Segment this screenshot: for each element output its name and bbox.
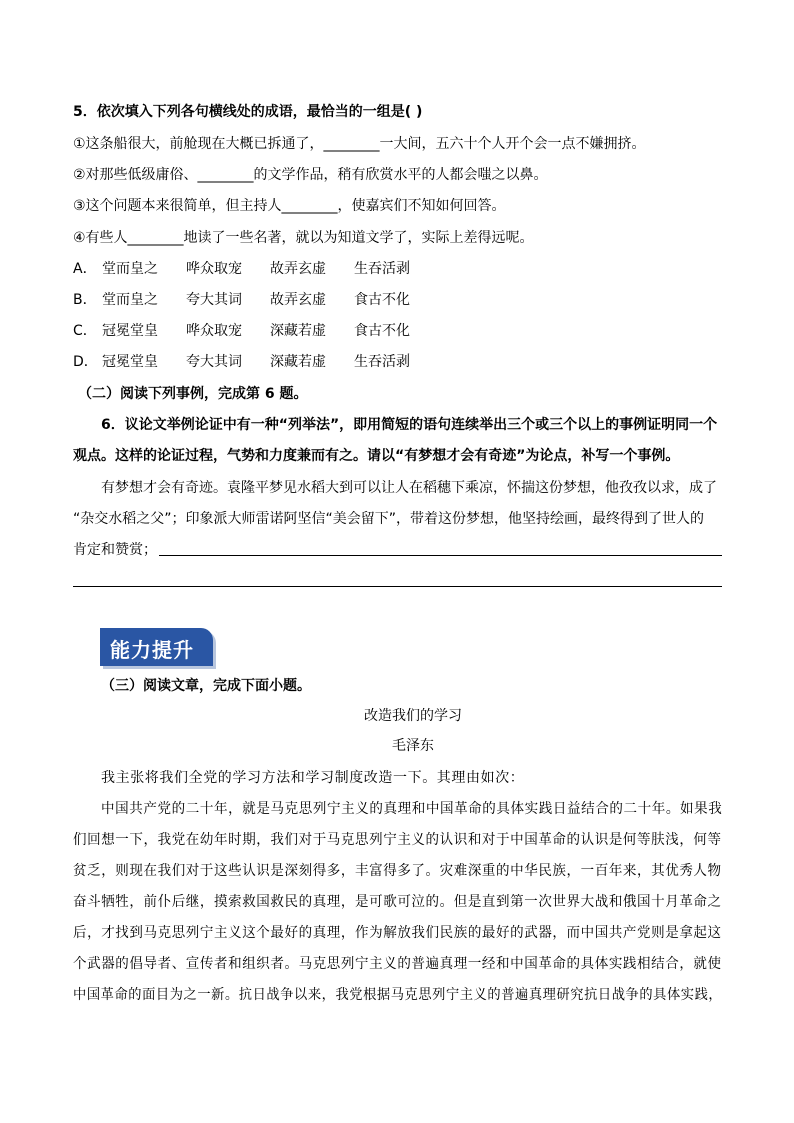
article-title: 改造我们的学习 xyxy=(364,708,462,724)
option-item: 食古不化 xyxy=(354,292,410,308)
example-paragraph-line-3 xyxy=(73,540,157,560)
q5-sentence-1: ①这条船很大，前舱现在大概已拆通了，________一大间，五六十个人开个会一点不嫌拥挤。 xyxy=(73,136,646,152)
question-6-line-2: 观点。这样的论证过程，气势和力度兼而有之。请以“有梦想才会有奇迹”为论点，补写一个事例。 xyxy=(73,448,680,464)
article-line: 贫乏，则现在我们对于这些认识是深刻得多，丰富得多了。灾难深重的中华民族，一百年来，其优秀人物 xyxy=(73,863,722,879)
answer-blank-line-2[interactable] xyxy=(73,586,722,587)
option-c[interactable] xyxy=(73,321,438,341)
option-item: 食古不化 xyxy=(354,323,410,339)
option-item: 冠冕堂皇 xyxy=(102,323,158,339)
question-5-title: 5．依次填入下列各句横线处的成语，最恰当的一组是( ) xyxy=(73,104,423,120)
badge-label: 能力提升 xyxy=(110,638,194,662)
option-item: 哗众取宠 xyxy=(186,323,242,339)
option-letter: C． xyxy=(73,323,97,339)
ability-badge xyxy=(100,628,213,666)
example-paragraph-line-1: 有梦想才会有奇迹。袁隆平梦见水稻大到可以让人在稻穗下乘凉，怀揣这份梦想，他孜孜以求，成了 xyxy=(101,480,717,496)
option-b[interactable] xyxy=(73,290,438,310)
article-line: 我主张将我们全党的学习方法和学习制度改造一下。其理由如次： xyxy=(101,770,525,786)
option-letter: B． xyxy=(73,292,97,308)
question-6-line-1: 6．议论文举例论证中有一种“列举法”，即用简短的语句连续举出三个或三个以上的事例证明同一个 xyxy=(101,417,718,433)
option-item: 故弄玄虚 xyxy=(270,261,326,277)
article-line: 后，才找到马克思列宁主义这个最好的真理，作为解放我们民族的最好的武器，而中国共产党则是拿起这 xyxy=(73,925,722,941)
option-d[interactable] xyxy=(73,352,438,372)
option-item: 生吞活剥 xyxy=(354,261,410,277)
article-line: 中国共产党的二十年，就是马克思列宁主义的真理和中国革命的具体实践日益结合的二十年。如果我 xyxy=(101,801,723,817)
section-2-heading: （二）阅读下列事例，完成第 6 题。 xyxy=(78,386,308,402)
answer-prefix: 肯定和赞赏； xyxy=(73,542,157,558)
answer-blank-line-1[interactable] xyxy=(159,555,722,556)
option-item: 深藏若虚 xyxy=(270,323,326,339)
option-item: 冠冕堂皇 xyxy=(102,354,158,370)
article-line: 中国革命的面目为之一新。抗日战争以来，我党根据马克思列宁主义的普遍真理研究抗日战争的具体实践， xyxy=(73,987,723,1003)
q5-sentence-3: ③这个问题本来很简单，但主持人________，使嘉宾们不知如何回答。 xyxy=(73,198,506,214)
option-item: 生吞活剥 xyxy=(354,354,410,370)
article-line: 们回想一下，我党在幼年时期，我们对于马克思列宁主义的认识和对于中国革命的认识是何等肤浅，何等 xyxy=(73,832,722,848)
q5-sentence-4: ④有些人________地读了一些名著，就以为知道文学了，实际上差得远呢。 xyxy=(73,230,534,246)
option-letter: A． xyxy=(73,261,97,277)
option-letter: D． xyxy=(73,354,98,370)
option-item: 故弄玄虚 xyxy=(270,292,326,308)
section-3-heading: （三）阅读文章，完成下面小题。 xyxy=(101,678,311,694)
option-a[interactable] xyxy=(73,259,438,279)
article-line: 个武器的倡导者、宣传者和组织者。马克思列宁主义的普遍真理一经和中国革命的具体实践相结合，就使 xyxy=(73,956,722,972)
option-item: 堂而皇之 xyxy=(102,261,158,277)
option-item: 哗众取宠 xyxy=(186,261,242,277)
option-item: 夸大其词 xyxy=(186,354,242,370)
option-item: 堂而皇之 xyxy=(102,292,158,308)
q5-sentence-2: ②对那些低级庸俗、________的文学作品，稍有欣赏水平的人都会嗤之以鼻。 xyxy=(73,167,548,183)
option-item: 深藏若虚 xyxy=(270,354,326,370)
article-author: 毛泽东 xyxy=(392,738,434,754)
option-item: 夸大其词 xyxy=(186,292,242,308)
example-paragraph-line-2: “杂交水稻之父”；印象派大师雷诺阿坚信“美会留下”，带着这份梦想，他坚持绘画，最终得到了世人的 xyxy=(73,511,705,527)
article-line: 奋斗牺牲，前仆后继，摸索救国救民的真理，是可歌可泣的。但是直到第一次世界大战和俄国十月革命之 xyxy=(73,894,722,910)
